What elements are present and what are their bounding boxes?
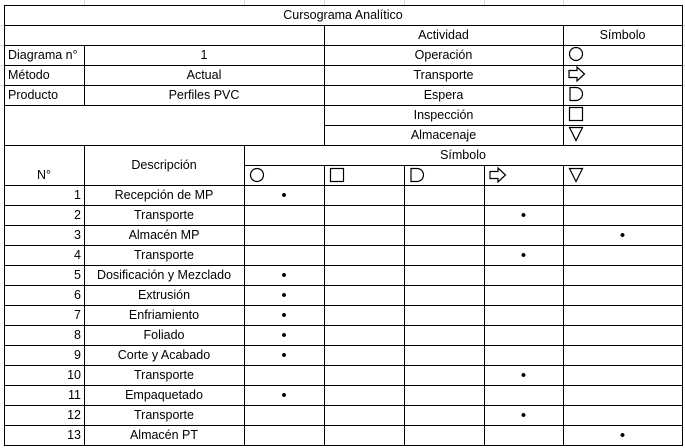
col-symbol-header: Símbolo [440, 147, 486, 162]
transport-arrow-icon [489, 167, 507, 186]
row-description: Corte y Acabado [117, 347, 211, 362]
row-description: Transporte [134, 407, 194, 422]
diagram-number-label: Diagrama n° [8, 47, 78, 62]
row-mark: • [281, 186, 287, 204]
grid-line [4, 25, 683, 26]
row-description: Enfriamiento [128, 307, 200, 322]
row-mark: • [520, 366, 527, 384]
grid-line [4, 425, 683, 426]
col-description-header: Descripción [131, 157, 197, 172]
grid-line [4, 385, 683, 386]
row-mark: • [281, 306, 287, 324]
wait-d-icon [568, 86, 584, 105]
grid-line [84, 145, 85, 446]
row-number: 11 [68, 387, 81, 402]
grid-line [4, 45, 683, 46]
row-description: Foliado [143, 327, 185, 342]
operation-circle-icon [568, 46, 584, 65]
product-value: Perfiles PVC [168, 87, 240, 102]
row-description: Transporte [134, 207, 194, 222]
grid-line [4, 245, 683, 246]
row-mark: • [619, 226, 626, 244]
grid-line [244, 145, 245, 446]
row-mark: • [281, 346, 287, 364]
row-number: 6 [74, 287, 81, 302]
symbol-header: Símbolo [599, 27, 646, 42]
row-mark: • [281, 386, 287, 404]
activity-wait: Espera [423, 87, 464, 102]
row-mark: • [281, 266, 287, 284]
activity-header: Actividad [418, 27, 469, 42]
row-mark: • [619, 426, 626, 444]
grid-line [563, 25, 564, 146]
grid-line [4, 405, 683, 406]
row-number: 2 [74, 207, 81, 222]
activity-storage: Almacenaje [410, 127, 477, 142]
grid-line [4, 185, 683, 186]
grid-line [4, 325, 683, 326]
wait-d-icon [409, 167, 425, 186]
grid-line [4, 225, 683, 226]
grid-line [4, 345, 683, 346]
row-number: 7 [74, 307, 81, 322]
grid-line [4, 145, 683, 146]
row-description: Almacén PT [129, 427, 199, 442]
grid-line [4, 65, 683, 66]
grid-line [4, 365, 683, 366]
grid-line [4, 105, 683, 106]
row-number: 1 [74, 187, 81, 202]
col-number-header: N° [36, 167, 52, 182]
row-description: Empaquetado [125, 387, 203, 402]
grid-line [324, 25, 325, 146]
sheet-title: Cursograma Analítico [283, 7, 403, 22]
grid-line [4, 265, 683, 266]
grid-line [4, 305, 683, 306]
row-number: 8 [74, 327, 81, 342]
row-description: Transporte [134, 247, 194, 262]
row-mark: • [281, 326, 287, 344]
row-number: 13 [67, 427, 81, 442]
operation-circle-icon [249, 167, 265, 186]
row-description: Almacén MP [128, 227, 200, 242]
row-number: 12 [67, 407, 81, 422]
row-mark: • [281, 286, 287, 304]
row-number: 3 [74, 227, 81, 242]
grid-line [4, 445, 683, 446]
row-description: Dosificación y Mezclado [96, 267, 232, 282]
row-mark: • [520, 246, 527, 264]
grid-line [324, 125, 683, 126]
method-label: Método [8, 67, 50, 82]
storage-triangle-icon [568, 167, 584, 186]
grid-line [244, 165, 683, 166]
row-number: 5 [74, 267, 81, 282]
grid-line [4, 285, 683, 286]
grid-line [84, 45, 85, 106]
grid-line [4, 205, 683, 206]
grid-line [4, 5, 683, 6]
row-description: Transporte [134, 367, 194, 382]
grid-line [4, 85, 683, 86]
activity-transport: Transporte [413, 67, 474, 82]
row-number: 4 [74, 247, 81, 262]
row-mark: • [520, 406, 527, 424]
row-mark: • [520, 206, 527, 224]
method-value: Actual [186, 67, 222, 82]
inspection-square-icon [329, 167, 345, 186]
diagram-number-value: 1 [200, 47, 208, 62]
product-label: Producto [8, 87, 59, 102]
row-description: Recepción de MP [114, 187, 214, 202]
activity-operation: Operación [414, 47, 473, 62]
row-number: 10 [67, 367, 81, 382]
inspection-square-icon [568, 106, 584, 125]
storage-triangle-icon [568, 126, 584, 145]
activity-inspection: Inspección [413, 107, 474, 122]
row-description: Extrusión [137, 287, 191, 302]
row-number: 9 [74, 347, 81, 362]
transport-arrow-icon [568, 66, 586, 85]
